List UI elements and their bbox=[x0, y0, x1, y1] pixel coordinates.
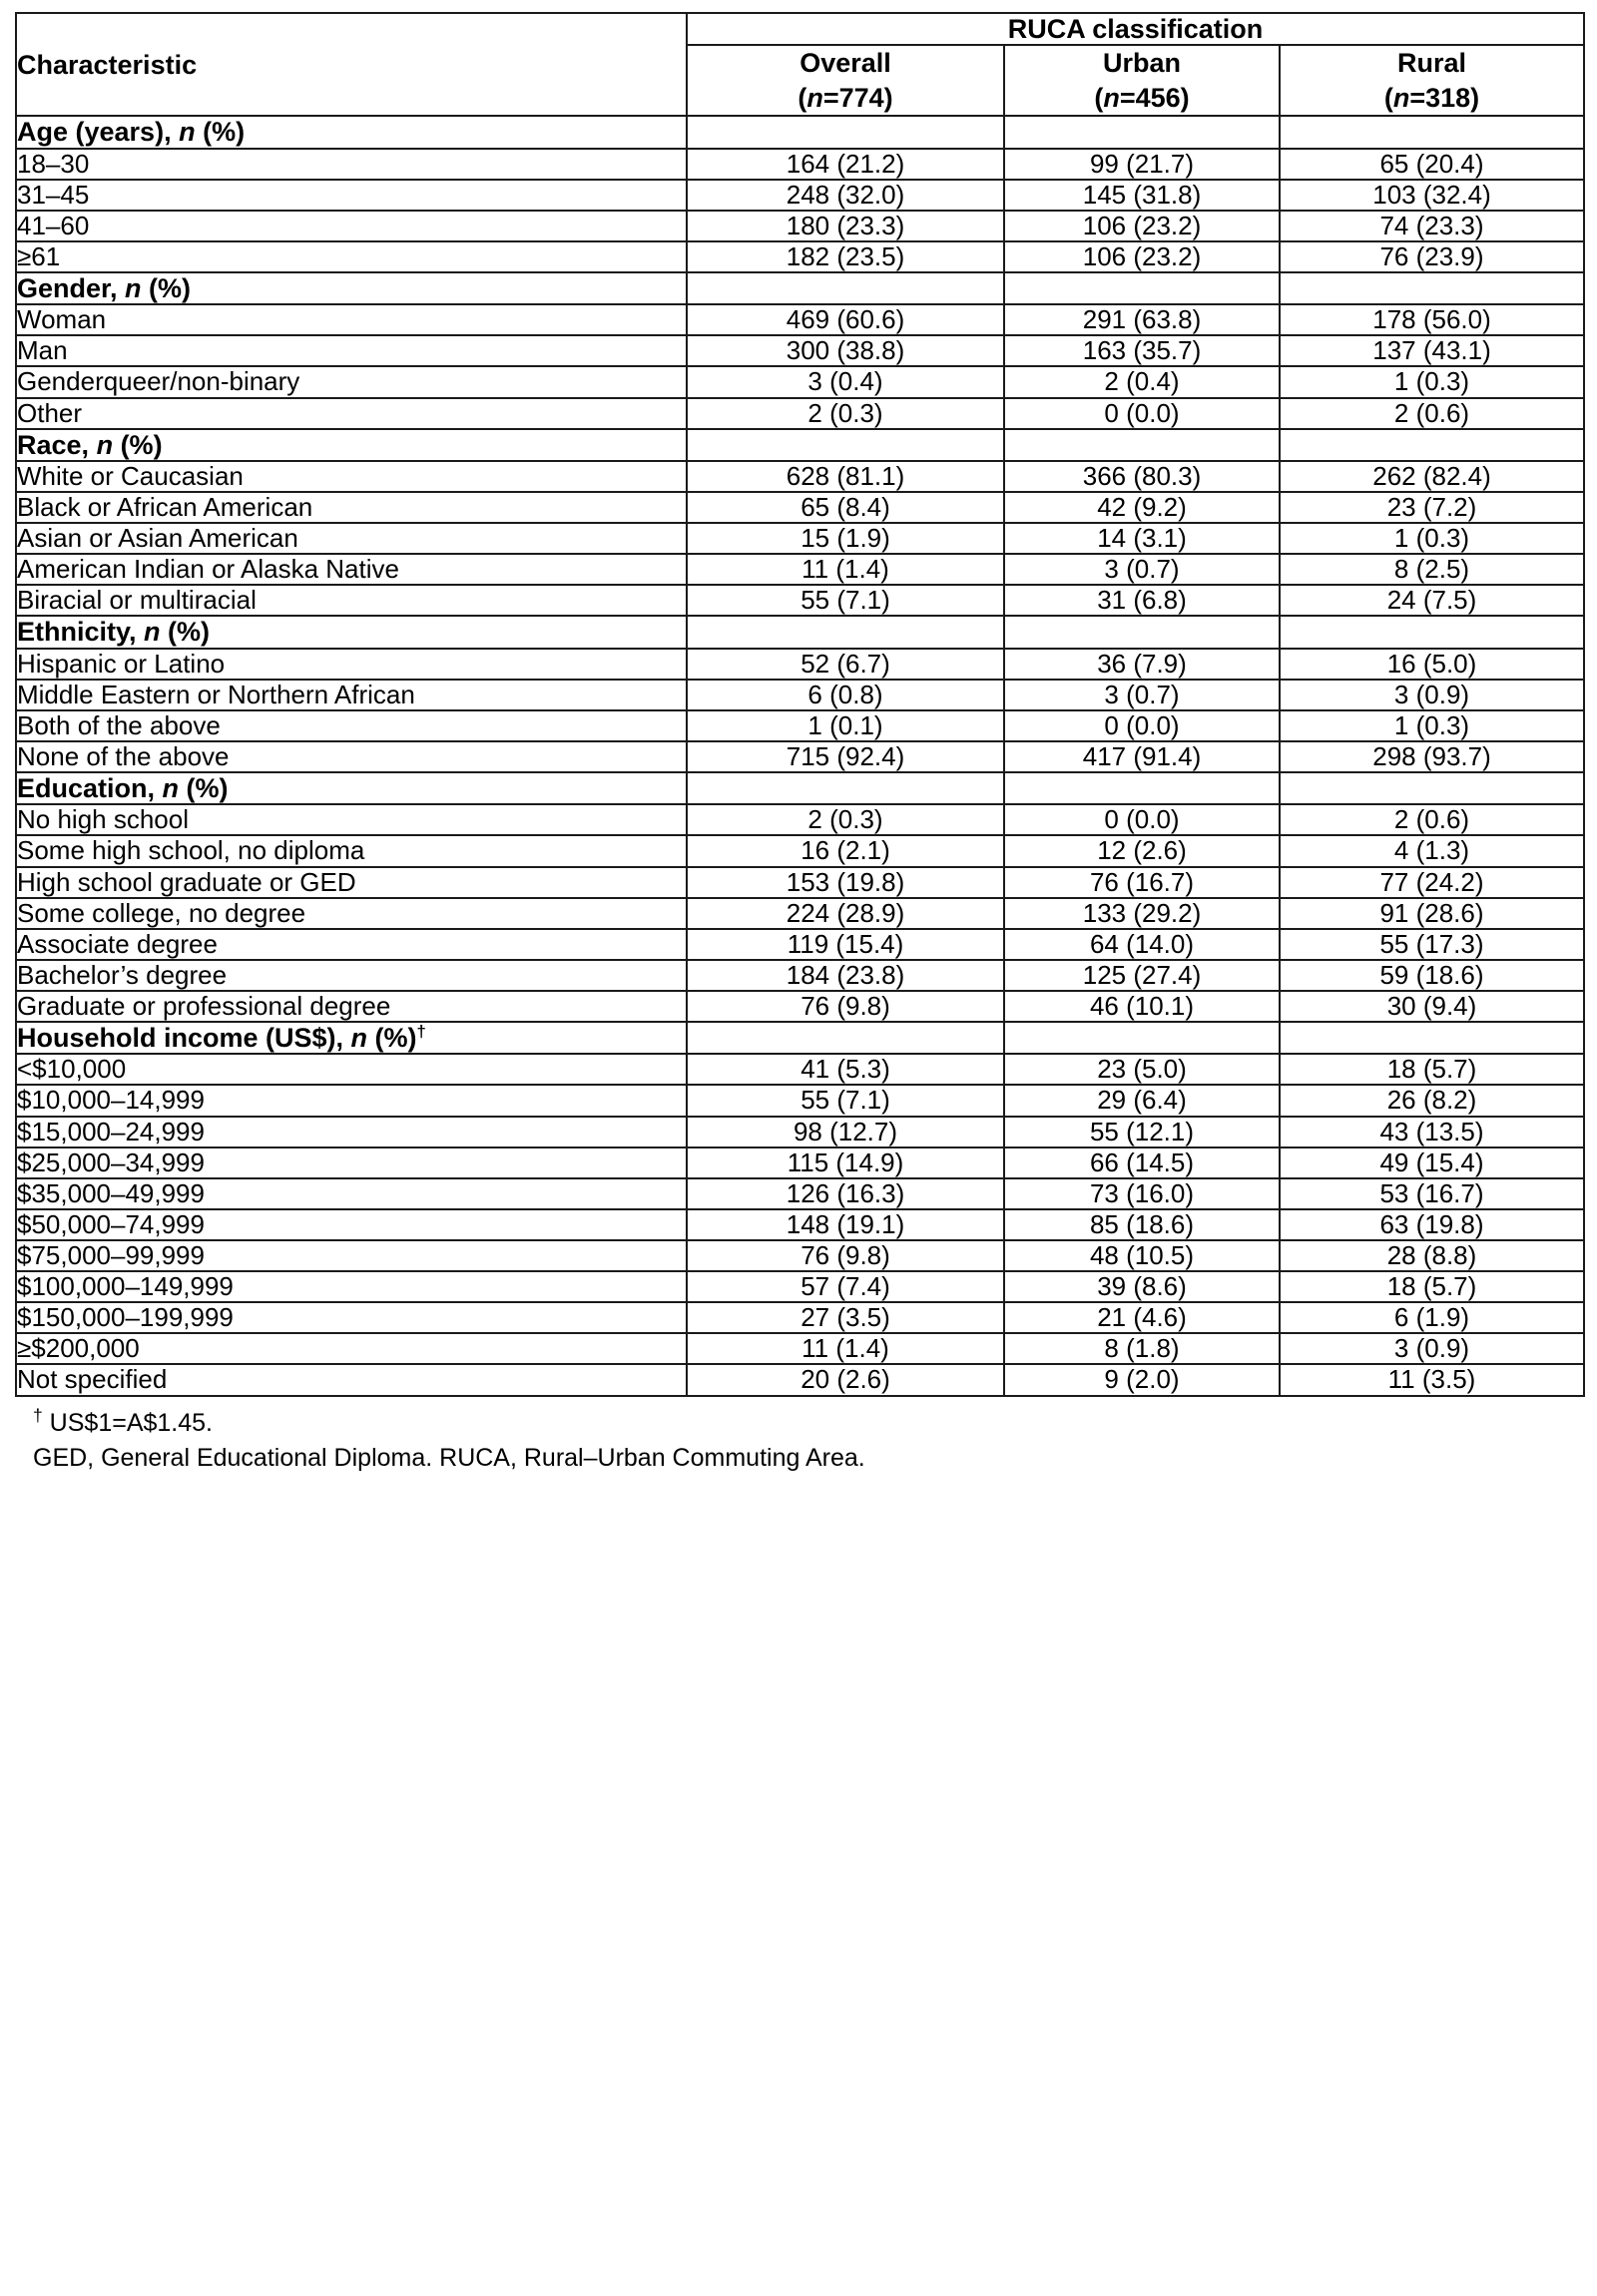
cell-rural: 91 (28.6) bbox=[1280, 898, 1584, 929]
section-title-n-italic: n bbox=[125, 273, 142, 303]
column-header-ruca-classification: RUCA classification bbox=[687, 13, 1584, 45]
table-row bbox=[16, 741, 1584, 772]
cell-rural: 4 (1.3) bbox=[1280, 835, 1584, 866]
row-label: 41–60 bbox=[16, 211, 687, 241]
row-label: Both of the above bbox=[16, 710, 687, 741]
table-row bbox=[16, 211, 1584, 241]
row-label: <$10,000 bbox=[16, 1054, 687, 1085]
section-blank-cell-overall bbox=[687, 116, 1004, 148]
table-row bbox=[16, 304, 1584, 335]
table-row bbox=[16, 1209, 1584, 1240]
table-row bbox=[16, 835, 1584, 866]
cell-urban: 366 (80.3) bbox=[1004, 461, 1280, 492]
cell-urban: 23 (5.0) bbox=[1004, 1054, 1280, 1085]
cell-rural: 11 (3.5) bbox=[1280, 1364, 1584, 1395]
cell-overall: 76 (9.8) bbox=[687, 991, 1004, 1022]
section-header-row bbox=[16, 772, 1584, 804]
section-header-row bbox=[16, 272, 1584, 304]
table-row bbox=[16, 1364, 1584, 1395]
section-blank-cell-rural bbox=[1280, 116, 1584, 148]
row-label: $150,000–199,999 bbox=[16, 1302, 687, 1333]
row-label: $10,000–14,999 bbox=[16, 1085, 687, 1116]
cell-urban: 39 (8.6) bbox=[1004, 1271, 1280, 1302]
cell-urban: 99 (21.7) bbox=[1004, 149, 1280, 180]
section-title-text: Household income (US$), bbox=[17, 1023, 351, 1054]
cell-rural: 77 (24.2) bbox=[1280, 867, 1584, 898]
section-blank-cell-urban bbox=[1004, 616, 1280, 648]
column-header-urban-name: Urban bbox=[1102, 48, 1181, 79]
cell-rural: 137 (43.1) bbox=[1280, 335, 1584, 366]
column-header-rural-n: (n=318) bbox=[1383, 82, 1480, 113]
cell-urban: 42 (9.2) bbox=[1004, 492, 1280, 523]
row-label: Black or African American bbox=[16, 492, 687, 523]
row-label: 31–45 bbox=[16, 180, 687, 211]
cell-rural: 59 (18.6) bbox=[1280, 960, 1584, 991]
cell-urban: 76 (16.7) bbox=[1004, 867, 1280, 898]
section-title-n-italic: n bbox=[162, 773, 180, 804]
row-label: ≥61 bbox=[16, 241, 687, 272]
section-title-n-italic: n bbox=[350, 1023, 368, 1054]
table-row bbox=[16, 680, 1584, 710]
table-row bbox=[16, 1302, 1584, 1333]
cell-rural: 43 (13.5) bbox=[1280, 1117, 1584, 1148]
cell-rural: 1 (0.3) bbox=[1280, 523, 1584, 554]
column-header-urban-n: (n=456) bbox=[1094, 82, 1190, 113]
cell-rural: 298 (93.7) bbox=[1280, 741, 1584, 772]
row-label: 18–30 bbox=[16, 149, 687, 180]
cell-urban: 106 (23.2) bbox=[1004, 211, 1280, 241]
cell-overall: 164 (21.2) bbox=[687, 149, 1004, 180]
table-row bbox=[16, 867, 1584, 898]
table-row bbox=[16, 1117, 1584, 1148]
cell-overall: 248 (32.0) bbox=[687, 180, 1004, 211]
section-title-suffix: (%) bbox=[367, 1023, 417, 1054]
row-label: Not specified bbox=[16, 1364, 687, 1395]
cell-urban: 125 (27.4) bbox=[1004, 960, 1280, 991]
cell-rural: 262 (82.4) bbox=[1280, 461, 1584, 492]
cell-urban: 29 (6.4) bbox=[1004, 1085, 1280, 1116]
cell-urban: 106 (23.2) bbox=[1004, 241, 1280, 272]
section-blank-cell-overall bbox=[687, 272, 1004, 304]
section-blank-cell-rural bbox=[1280, 272, 1584, 304]
table-row bbox=[16, 1333, 1584, 1364]
cell-urban: 31 (6.8) bbox=[1004, 585, 1280, 616]
row-label: White or Caucasian bbox=[16, 461, 687, 492]
column-header-overall bbox=[687, 45, 1004, 116]
cell-rural: 16 (5.0) bbox=[1280, 649, 1584, 680]
row-label: Hispanic or Latino bbox=[16, 649, 687, 680]
footnote-dagger bbox=[33, 1406, 1583, 1441]
footnotes bbox=[15, 1406, 1583, 1476]
row-label: ≥$200,000 bbox=[16, 1333, 687, 1364]
cell-overall: 715 (92.4) bbox=[687, 741, 1004, 772]
table-row bbox=[16, 366, 1584, 397]
section-title bbox=[16, 1022, 687, 1054]
cell-rural: 2 (0.6) bbox=[1280, 804, 1584, 835]
row-label: Some high school, no diploma bbox=[16, 835, 687, 866]
row-label: Asian or Asian American bbox=[16, 523, 687, 554]
cell-overall: 115 (14.9) bbox=[687, 1148, 1004, 1178]
row-label: Middle Eastern or Northern African bbox=[16, 680, 687, 710]
section-blank-cell-rural bbox=[1280, 616, 1584, 648]
cell-urban: 21 (4.6) bbox=[1004, 1302, 1280, 1333]
cell-overall: 41 (5.3) bbox=[687, 1054, 1004, 1085]
cell-rural: 18 (5.7) bbox=[1280, 1054, 1584, 1085]
row-label: $50,000–74,999 bbox=[16, 1209, 687, 1240]
table-row bbox=[16, 804, 1584, 835]
section-title-text: Race, bbox=[17, 429, 97, 460]
column-header-rural-name: Rural bbox=[1396, 48, 1467, 79]
cell-overall: 16 (2.1) bbox=[687, 835, 1004, 866]
cell-urban: 0 (0.0) bbox=[1004, 398, 1280, 429]
section-header-row bbox=[16, 429, 1584, 461]
cell-overall: 148 (19.1) bbox=[687, 1209, 1004, 1240]
row-label: Other bbox=[16, 398, 687, 429]
footnote-abbreviations: GED, General Educational Diploma. RUCA, Rural–Urban Commuting Area. bbox=[33, 1443, 865, 1472]
cell-overall: 3 (0.4) bbox=[687, 366, 1004, 397]
section-title-suffix: (%) bbox=[160, 617, 211, 648]
section-title-suffix: (%) bbox=[179, 773, 229, 804]
cell-rural: 178 (56.0) bbox=[1280, 304, 1584, 335]
cell-rural: 26 (8.2) bbox=[1280, 1085, 1584, 1116]
cell-urban: 9 (2.0) bbox=[1004, 1364, 1280, 1395]
section-blank-cell-urban bbox=[1004, 429, 1280, 461]
section-title-n-italic: n bbox=[96, 429, 114, 460]
cell-urban: 55 (12.1) bbox=[1004, 1117, 1280, 1148]
section-title bbox=[16, 616, 687, 648]
row-label: None of the above bbox=[16, 741, 687, 772]
cell-rural: 3 (0.9) bbox=[1280, 1333, 1584, 1364]
cell-urban: 48 (10.5) bbox=[1004, 1240, 1280, 1271]
table-row bbox=[16, 991, 1584, 1022]
cell-overall: 11 (1.4) bbox=[687, 1333, 1004, 1364]
cell-urban: 12 (2.6) bbox=[1004, 835, 1280, 866]
cell-urban: 0 (0.0) bbox=[1004, 710, 1280, 741]
cell-overall: 1 (0.1) bbox=[687, 710, 1004, 741]
section-title-text: Gender, bbox=[17, 273, 126, 303]
table-row bbox=[16, 180, 1584, 211]
section-title-suffix: (%) bbox=[141, 273, 192, 303]
row-label: Graduate or professional degree bbox=[16, 991, 687, 1022]
cell-overall: 20 (2.6) bbox=[687, 1364, 1004, 1395]
section-header-row bbox=[16, 116, 1584, 148]
cell-rural: 1 (0.3) bbox=[1280, 366, 1584, 397]
table-body bbox=[16, 116, 1584, 1395]
table-row bbox=[16, 398, 1584, 429]
row-label: Associate degree bbox=[16, 929, 687, 960]
cell-overall: 469 (60.6) bbox=[687, 304, 1004, 335]
column-header-urban bbox=[1004, 45, 1280, 116]
cell-rural: 49 (15.4) bbox=[1280, 1148, 1584, 1178]
section-title-text: Education, bbox=[17, 773, 163, 804]
column-header-rural bbox=[1280, 45, 1584, 116]
cell-overall: 98 (12.7) bbox=[687, 1117, 1004, 1148]
section-title bbox=[16, 116, 687, 148]
table-row bbox=[16, 929, 1584, 960]
cell-urban: 2 (0.4) bbox=[1004, 366, 1280, 397]
cell-rural: 55 (17.3) bbox=[1280, 929, 1584, 960]
row-label: $25,000–34,999 bbox=[16, 1148, 687, 1178]
row-label: Some college, no degree bbox=[16, 898, 687, 929]
row-label: $35,000–49,999 bbox=[16, 1178, 687, 1209]
cell-rural: 8 (2.5) bbox=[1280, 554, 1584, 585]
cell-rural: 30 (9.4) bbox=[1280, 991, 1584, 1022]
row-label: American Indian or Alaska Native bbox=[16, 554, 687, 585]
cell-overall: 180 (23.3) bbox=[687, 211, 1004, 241]
section-blank-cell-rural bbox=[1280, 429, 1584, 461]
cell-rural: 65 (20.4) bbox=[1280, 149, 1584, 180]
cell-urban: 8 (1.8) bbox=[1004, 1333, 1280, 1364]
cell-overall: 57 (7.4) bbox=[687, 1271, 1004, 1302]
section-blank-cell-urban bbox=[1004, 772, 1280, 804]
row-label: Bachelor’s degree bbox=[16, 960, 687, 991]
cell-rural: 23 (7.2) bbox=[1280, 492, 1584, 523]
cell-overall: 153 (19.8) bbox=[687, 867, 1004, 898]
cell-urban: 417 (91.4) bbox=[1004, 741, 1280, 772]
section-blank-cell-urban bbox=[1004, 1022, 1280, 1054]
table-row bbox=[16, 492, 1584, 523]
section-title-dagger: † bbox=[416, 1022, 426, 1042]
table-row bbox=[16, 1178, 1584, 1209]
table-row bbox=[16, 960, 1584, 991]
cell-overall: 6 (0.8) bbox=[687, 680, 1004, 710]
cell-overall: 126 (16.3) bbox=[687, 1178, 1004, 1209]
table-row bbox=[16, 461, 1584, 492]
cell-overall: 27 (3.5) bbox=[687, 1302, 1004, 1333]
cell-rural: 24 (7.5) bbox=[1280, 585, 1584, 616]
row-label: $75,000–99,999 bbox=[16, 1240, 687, 1271]
row-label: High school graduate or GED bbox=[16, 867, 687, 898]
cell-urban: 3 (0.7) bbox=[1004, 554, 1280, 585]
cell-rural: 2 (0.6) bbox=[1280, 398, 1584, 429]
cell-rural: 74 (23.3) bbox=[1280, 211, 1584, 241]
section-title-text: Age (years), bbox=[17, 117, 180, 148]
row-label: Genderqueer/non-binary bbox=[16, 366, 687, 397]
demographics-table bbox=[15, 12, 1585, 1397]
table-row bbox=[16, 149, 1584, 180]
section-blank-cell-overall bbox=[687, 616, 1004, 648]
section-blank-cell-overall bbox=[687, 772, 1004, 804]
section-title bbox=[16, 772, 687, 804]
cell-rural: 28 (8.8) bbox=[1280, 1240, 1584, 1271]
section-blank-cell-urban bbox=[1004, 116, 1280, 148]
cell-overall: 184 (23.8) bbox=[687, 960, 1004, 991]
section-header-row bbox=[16, 616, 1584, 648]
footnote-dagger-marker: † bbox=[33, 1405, 43, 1426]
cell-overall: 55 (7.1) bbox=[687, 585, 1004, 616]
cell-rural: 63 (19.8) bbox=[1280, 1209, 1584, 1240]
table-row bbox=[16, 585, 1584, 616]
cell-rural: 3 (0.9) bbox=[1280, 680, 1584, 710]
table-row bbox=[16, 554, 1584, 585]
cell-urban: 3 (0.7) bbox=[1004, 680, 1280, 710]
cell-rural: 18 (5.7) bbox=[1280, 1271, 1584, 1302]
cell-overall: 119 (15.4) bbox=[687, 929, 1004, 960]
cell-overall: 224 (28.9) bbox=[687, 898, 1004, 929]
table-row bbox=[16, 523, 1584, 554]
section-title-suffix: (%) bbox=[113, 429, 163, 460]
cell-urban: 64 (14.0) bbox=[1004, 929, 1280, 960]
row-label: Biracial or multiracial bbox=[16, 585, 687, 616]
table-row bbox=[16, 898, 1584, 929]
section-title-suffix: (%) bbox=[195, 117, 246, 148]
cell-urban: 133 (29.2) bbox=[1004, 898, 1280, 929]
section-title-n-italic: n bbox=[144, 617, 161, 648]
table-header bbox=[16, 13, 1584, 116]
section-blank-cell-rural bbox=[1280, 1022, 1584, 1054]
cell-rural: 6 (1.9) bbox=[1280, 1302, 1584, 1333]
row-label: $100,000–149,999 bbox=[16, 1271, 687, 1302]
section-title bbox=[16, 272, 687, 304]
cell-overall: 55 (7.1) bbox=[687, 1085, 1004, 1116]
cell-urban: 145 (31.8) bbox=[1004, 180, 1280, 211]
cell-overall: 628 (81.1) bbox=[687, 461, 1004, 492]
column-header-overall-n: (n=774) bbox=[798, 82, 893, 113]
row-label: No high school bbox=[16, 804, 687, 835]
cell-overall: 182 (23.5) bbox=[687, 241, 1004, 272]
cell-urban: 85 (18.6) bbox=[1004, 1209, 1280, 1240]
section-header-row bbox=[16, 1022, 1584, 1054]
cell-urban: 14 (3.1) bbox=[1004, 523, 1280, 554]
section-title-text: Ethnicity, bbox=[17, 617, 145, 648]
section-blank-cell-urban bbox=[1004, 272, 1280, 304]
cell-overall: 300 (38.8) bbox=[687, 335, 1004, 366]
row-label: Man bbox=[16, 335, 687, 366]
cell-urban: 0 (0.0) bbox=[1004, 804, 1280, 835]
section-blank-cell-overall bbox=[687, 1022, 1004, 1054]
table-row bbox=[16, 649, 1584, 680]
cell-rural: 103 (32.4) bbox=[1280, 180, 1584, 211]
row-label: Woman bbox=[16, 304, 687, 335]
table-row bbox=[16, 1085, 1584, 1116]
cell-overall: 2 (0.3) bbox=[687, 398, 1004, 429]
cell-urban: 73 (16.0) bbox=[1004, 1178, 1280, 1209]
column-header-characteristic: Characteristic bbox=[16, 13, 687, 116]
footnote-dagger-text: US$1=A$1.45. bbox=[42, 1408, 213, 1437]
table-row bbox=[16, 335, 1584, 366]
header-row-group bbox=[16, 13, 1584, 45]
table-row bbox=[16, 710, 1584, 741]
table-row bbox=[16, 1271, 1584, 1302]
cell-rural: 1 (0.3) bbox=[1280, 710, 1584, 741]
row-label: $15,000–24,999 bbox=[16, 1117, 687, 1148]
cell-overall: 15 (1.9) bbox=[687, 523, 1004, 554]
cell-overall: 2 (0.3) bbox=[687, 804, 1004, 835]
cell-overall: 65 (8.4) bbox=[687, 492, 1004, 523]
cell-urban: 36 (7.9) bbox=[1004, 649, 1280, 680]
section-title bbox=[16, 429, 687, 461]
cell-overall: 11 (1.4) bbox=[687, 554, 1004, 585]
section-blank-cell-rural bbox=[1280, 772, 1584, 804]
cell-rural: 53 (16.7) bbox=[1280, 1178, 1584, 1209]
table-row bbox=[16, 1148, 1584, 1178]
cell-rural: 76 (23.9) bbox=[1280, 241, 1584, 272]
cell-urban: 66 (14.5) bbox=[1004, 1148, 1280, 1178]
cell-overall: 52 (6.7) bbox=[687, 649, 1004, 680]
table-row bbox=[16, 1240, 1584, 1271]
table-row bbox=[16, 241, 1584, 272]
column-header-overall-name: Overall bbox=[799, 48, 891, 79]
table-row bbox=[16, 1054, 1584, 1085]
cell-urban: 163 (35.7) bbox=[1004, 335, 1280, 366]
cell-urban: 46 (10.1) bbox=[1004, 991, 1280, 1022]
cell-overall: 76 (9.8) bbox=[687, 1240, 1004, 1271]
section-title-n-italic: n bbox=[179, 117, 196, 148]
section-blank-cell-overall bbox=[687, 429, 1004, 461]
cell-urban: 291 (63.8) bbox=[1004, 304, 1280, 335]
